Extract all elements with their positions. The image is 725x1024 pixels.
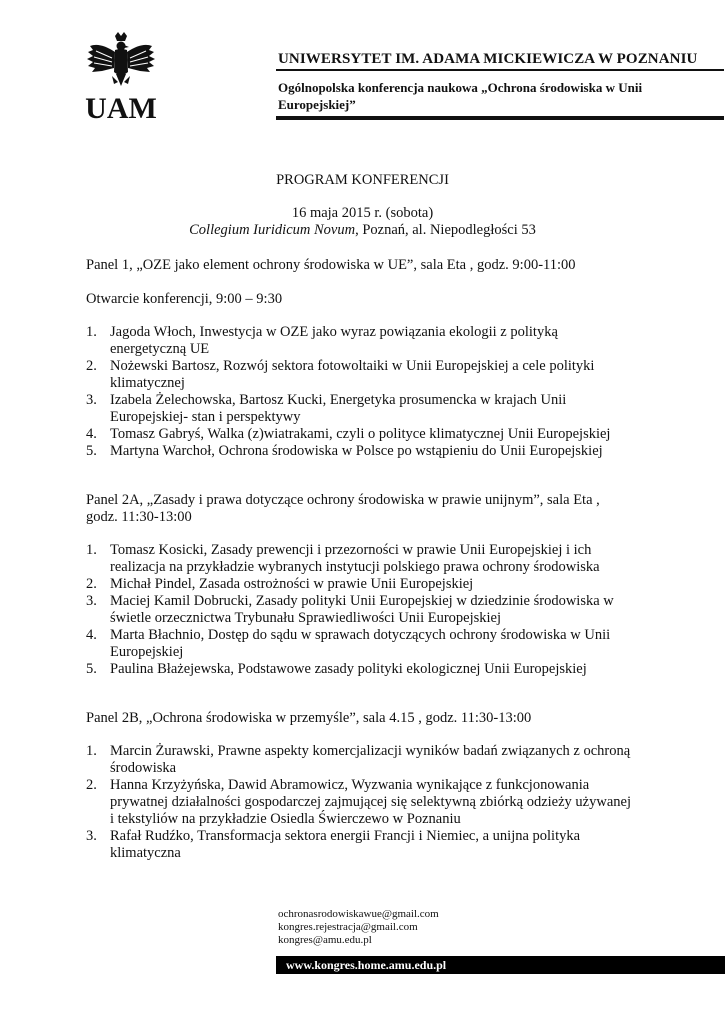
panel2b-heading: Panel 2B, „Ochrona środowiska w przemyśle”, sala 4.15 , godz. 11:30-13:00 (86, 710, 532, 726)
panel2a-list (86, 542, 646, 678)
conference-name (278, 79, 678, 113)
list-item: 3. Maciej Kamil Dobrucki, Zasady polityki Unii Europejskiej w dziedzinie środowiska w świetle orzecznictwa Trybunału Sprawiedliwości Unii Europejskiej (86, 593, 614, 626)
list-item: 3. Izabela Żelechowska, Bartosz Kucki, Energetyka prosumencka w krajach Unii Europejskiej- stan i perspektywy (86, 392, 567, 425)
list-item: 5. Martyna Warchoł, Ochrona środowiska w Polsce po wstąpieniu do Unii Europejskiej (86, 443, 603, 459)
email-link[interactable]: kongres.rejestracja@gmail.com (278, 921, 418, 933)
list-item: 2. Michał Pindel, Zasada ostrożności w prawie Unii Europejskiej (86, 576, 474, 592)
list-item: 2. Nożewski Bartosz, Rozwój sektora fotowoltaiki w Unii Europejskiej a cele polityki klimatycznej (86, 358, 595, 391)
conference-name-line1: Ogólnopolska konferencja naukowa „Ochrona środowiska w Unii (278, 80, 643, 95)
logo-text: UAM (85, 92, 157, 124)
list-item: 1. Marcin Żurawski, Prawne aspekty komercjalizacji wyników badań związanych z ochroną środowiska (86, 743, 631, 776)
uam-eagle-logo-icon (84, 32, 158, 124)
header-rule-bottom (276, 116, 724, 120)
list-item: 2. Hanna Krzyżyńska, Dawid Abramowicz, Wyzwania wynikające z funkcjonowania prywatnej działalności gospodarczej zajmującej się selektywną zbiórką odzieży używanej i tekstyliów na przykładzie Osiedla Świerczewo w Poznaniu (86, 777, 631, 827)
university-name: UNIWERSYTET IM. ADAMA MICKIEWICZA W POZNANIU (278, 51, 698, 67)
program-date: 16 maja 2015 r. (sobota) (291, 205, 434, 221)
program-venue (0, 222, 725, 239)
panel2a-heading: Panel 2A, „Zasady i prawa dotyczące ochrony środowiska w prawie unijnym”, sala Eta , godz. 11:30-13:00 (86, 492, 600, 525)
list-item: 5. Paulina Błażejewska, Podstawowe zasady polityki ekologicznej Unii Europejskiej (86, 661, 587, 677)
list-item: 4. Marta Błachnio, Dostęp do sądu w sprawach dotyczących ochrony środowiska w Unii Europejskiej (86, 627, 611, 660)
venue-name: Collegium Iuridicum Novum (189, 222, 356, 238)
panel2b-list (86, 743, 646, 862)
program-date-venue (0, 205, 725, 239)
panel1-list (86, 324, 646, 460)
program-title: PROGRAM KONFERENCJI (276, 172, 449, 188)
list-item: 3. Rafał Rudźko, Transformacja sektora energii Francji i Niemiec, a unijna polityka klimatyczna (86, 828, 581, 861)
panel1-heading: Panel 1, „OZE jako element ochrony środowiska w UE”, sala Eta , godz. 9:00-11:00 (86, 257, 576, 273)
website-link[interactable]: www.kongres.home.amu.edu.pl (286, 958, 447, 972)
list-item: 4. Tomasz Gabryś, Walka (z)wiatrakami, czyli o polityce klimatycznej Unii Europejskiej (86, 426, 611, 442)
conference-name-line2: Europejskiej” (278, 97, 356, 112)
email-link[interactable]: ochronasrodowiskawue@gmail.com (278, 908, 439, 920)
venue-address: , Poznań, al. Niepodległości 53 (355, 222, 536, 238)
opening-session: Otwarcie konferencji, 9:00 – 9:30 (86, 291, 283, 307)
email-link[interactable]: kongres@amu.edu.pl (278, 934, 372, 946)
list-item: 1. Tomasz Kosicki, Zasady prewencji i przezorności w prawie Unii Europejskiej i ich realizacja na przykładzie wybranych instytucji polskiego prawa ochrony środowiska (86, 542, 600, 575)
header-rule-top (276, 69, 724, 71)
list-item: 1. Jagoda Włoch, Inwestycja w OZE jako wyraz powiązania ekologii z polityką energetyczną UE (86, 324, 558, 357)
footer-contacts (278, 908, 439, 947)
